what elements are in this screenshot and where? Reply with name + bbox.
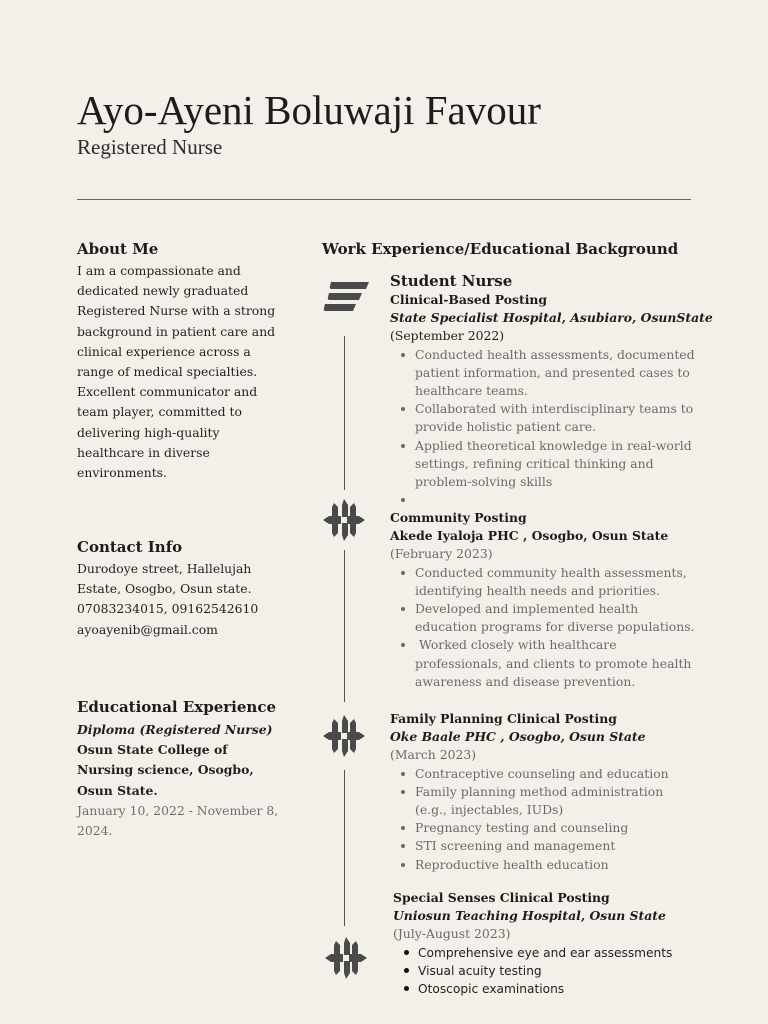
entry-date: (September 2022)	[390, 328, 505, 344]
entry-bullets	[390, 346, 710, 510]
contact-phone: 07083234015, 09162542610	[77, 601, 259, 617]
timeline-line	[344, 336, 345, 490]
about-text: I am a compassionate and dedicated newly graduated Registered Nurse with a strong background in patient care and clinical experience across a range of medical specialties. Excellent communicator and team player, committed to delivering high-quality healthcare in diverse environments.	[77, 263, 276, 481]
list-item: Worked closely with healthcare professionals, and clients to promote health awareness and disease prevention.	[415, 636, 710, 691]
entry-date: (July-August 2023)	[393, 926, 511, 942]
list-item	[415, 491, 710, 509]
about-heading: About Me	[77, 240, 159, 258]
education-school: Nursing science, Osogbo,	[77, 762, 254, 778]
contact-heading: Contact Info	[77, 538, 183, 556]
contact-address-line: Durodoye street, Hallelujah	[77, 561, 252, 576]
timeline-line	[344, 550, 345, 702]
entry-bullets	[390, 564, 710, 691]
list-item: Collaborated with interdisciplinary teams to provide holistic patient care.	[415, 400, 710, 436]
list-item: Conducted health assessments, documented patient information, and presented cases to healthcare teams.	[415, 346, 710, 401]
experience-entry	[390, 710, 710, 874]
experience-entry	[390, 509, 710, 691]
experience-entry	[390, 271, 713, 509]
entry-posting: Family Planning Clinical Posting	[390, 711, 617, 726]
contact-address-line: Estate, Osogbo, Osun state.	[77, 581, 252, 597]
education-degree: Diploma (Registered Nurse)	[77, 722, 273, 737]
list-item: Applied theoretical knowledge in real-world settings, refining critical thinking and problem-solving skills	[415, 437, 710, 492]
list-item: Otoscopic examinations	[418, 980, 713, 998]
geometric-emblem-icon	[324, 936, 368, 980]
list-item: Conducted community health assessments, identifying health needs and priorities.	[415, 564, 710, 600]
education-school: Osun State College of	[77, 742, 228, 758]
list-item: Visual acuity testing	[418, 962, 713, 980]
entry-date: (February 2023)	[390, 546, 493, 562]
header-divider	[77, 199, 691, 200]
speed-logo-icon	[322, 280, 370, 314]
contact-info	[77, 559, 292, 640]
education-dates: 2024.	[77, 823, 113, 839]
education-dates: January 10, 2022 - November 8,	[77, 802, 279, 818]
entry-place: Akede Iyaloja PHC , Osogbo, Osun State	[390, 528, 669, 544]
experience-entry	[393, 889, 713, 998]
list-item: Family planning method administration (e.g., injectables, IUDs)	[415, 783, 710, 819]
education-heading: Educational Experience	[77, 698, 276, 716]
list-item: Developed and implemented health education programs for diverse populations.	[415, 600, 710, 636]
entry-posting: Clinical-Based Posting	[390, 292, 548, 307]
entry-role: Student Nurse	[390, 272, 513, 290]
entry-place: Uniosun Teaching Hospital, Osun State	[393, 908, 666, 924]
list-item: Reproductive health education	[415, 856, 710, 874]
work-heading: Work Experience/Educational Background	[322, 240, 679, 258]
candidate-name: Ayo-Ayeni Boluwaji Favour	[77, 87, 541, 133]
list-item: Pregnancy testing and counseling	[415, 819, 710, 837]
education-details	[77, 720, 292, 841]
contact-email: ayoayenib@gmail.com	[77, 621, 218, 637]
geometric-emblem-icon	[322, 714, 366, 758]
entry-place: Oke Baale PHC , Osogbo, Osun State	[390, 729, 646, 745]
list-item: STI screening and management	[415, 837, 710, 855]
entry-date: (March 2023)	[390, 747, 477, 763]
list-item: Contraceptive counseling and education	[415, 765, 710, 783]
entry-bullets	[390, 765, 710, 874]
geometric-emblem-icon	[322, 498, 366, 542]
timeline-line	[344, 770, 345, 926]
entry-place: State Specialist Hospital, Asubiaro, OsunState	[390, 310, 713, 326]
entry-posting: Special Senses Clinical Posting	[393, 890, 610, 905]
job-title: Registered Nurse	[77, 135, 223, 159]
entry-bullets	[393, 944, 713, 999]
entry-posting: Community Posting	[390, 510, 527, 525]
education-school: Osun State.	[77, 782, 158, 798]
list-item: Comprehensive eye and ear assessments	[418, 944, 713, 962]
